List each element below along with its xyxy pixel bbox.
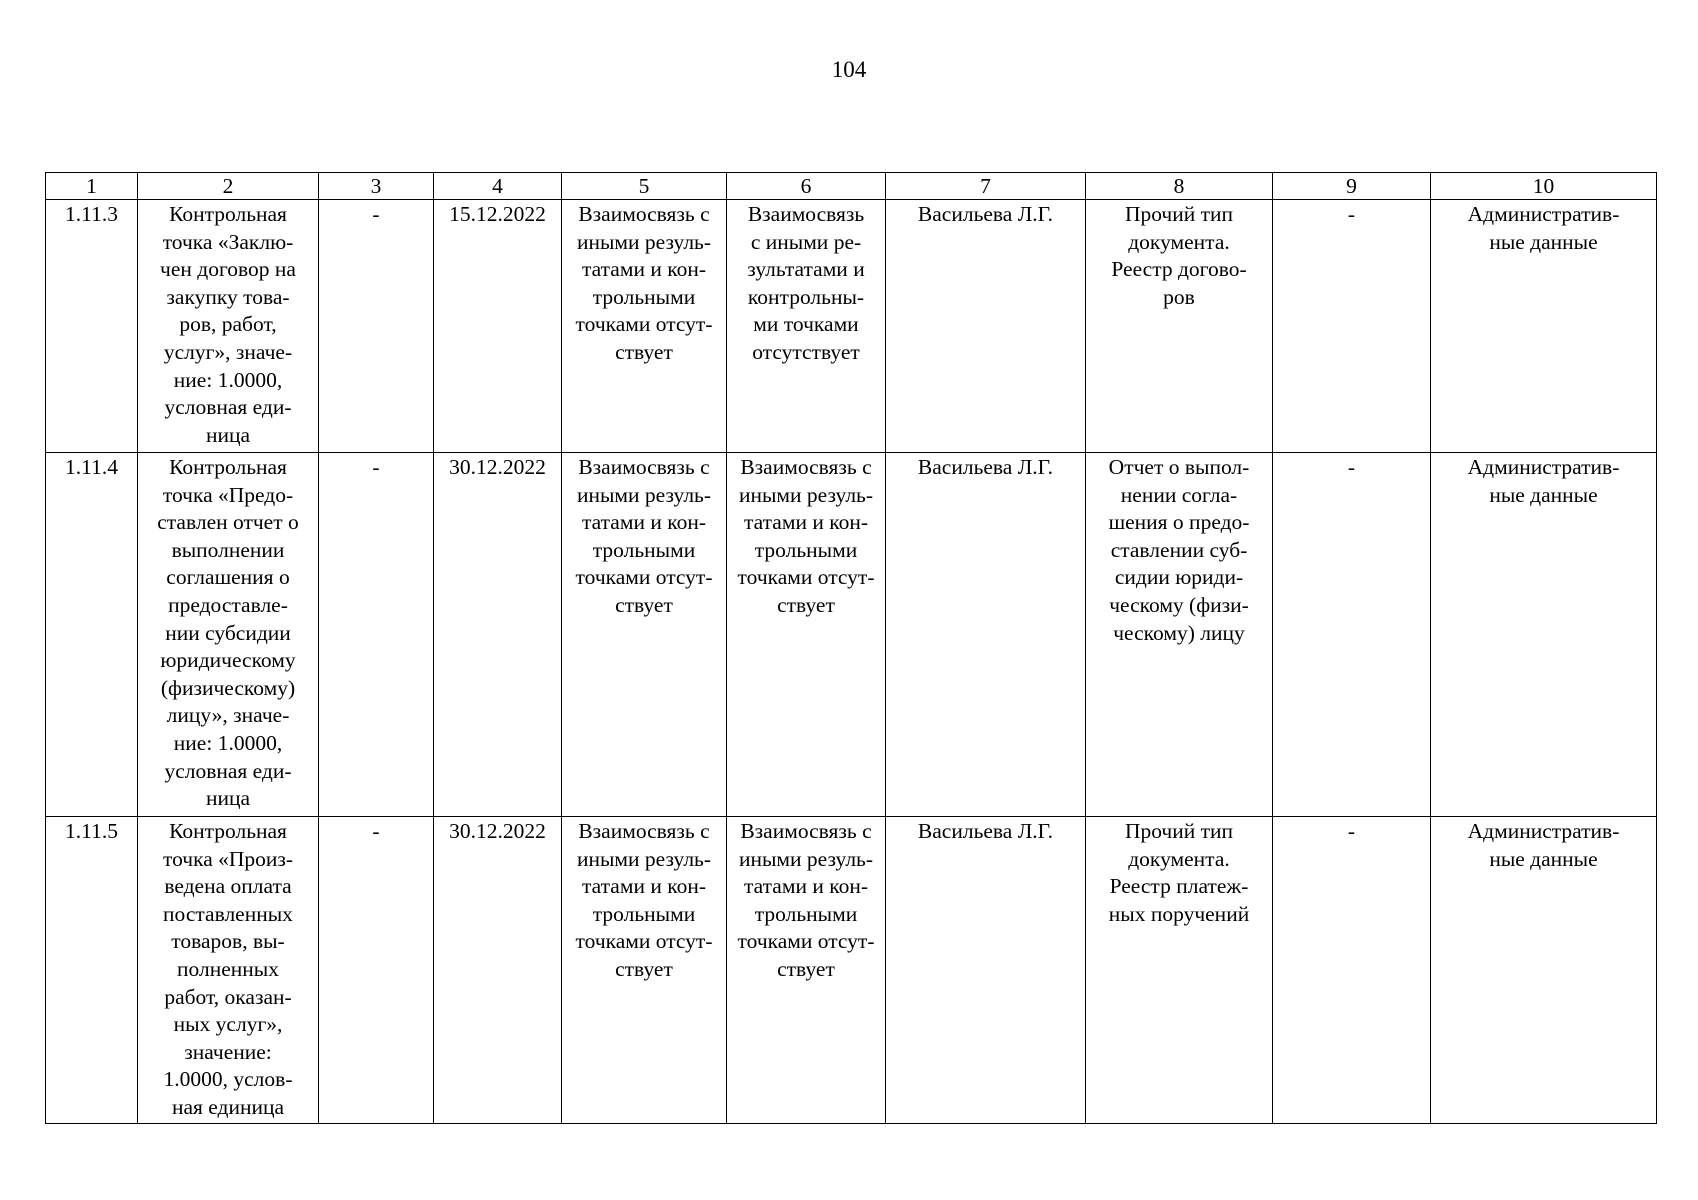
column-header: 10 <box>1431 173 1657 200</box>
row-number-cell: 1.11.5 <box>46 817 138 1124</box>
column-header: 8 <box>1086 173 1273 200</box>
relation-cell: Взаимосвязь с иными ре- зультатами и контрольны- ми точками отсутствует <box>727 200 886 453</box>
column-3-cell: - <box>319 200 434 453</box>
column-header: 9 <box>1273 173 1431 200</box>
date-cell: 30.12.2022 <box>434 817 562 1124</box>
relation-cell: Взаимосвязь с иными резуль- татами и кон- трольными точками отсут- ствует <box>562 817 727 1124</box>
control-point-name-cell: Контрольная точка «Заклю- чен договор на закупку това- ров, работ, услуг», значе- ние: 1.0000, условная еди- ница <box>138 200 319 453</box>
data-source-cell: Административ- ные данные <box>1431 200 1657 453</box>
column-9-cell: - <box>1273 200 1431 453</box>
responsible-cell: Васильева Л.Г. <box>886 200 1086 453</box>
row-number-cell: 1.11.4 <box>46 453 138 817</box>
column-3-cell: - <box>319 817 434 1124</box>
relation-cell: Взаимосвязь с иными резуль- татами и кон- трольными точками отсут- ствует <box>727 453 886 817</box>
data-source-cell: Административ- ные данные <box>1431 453 1657 817</box>
document-type-cell: Отчет о выпол- нении согла- шения о предо- ставлении суб- сидии юриди- ческому (физи- ческому) лицу <box>1086 453 1273 817</box>
column-header: 5 <box>562 173 727 200</box>
column-9-cell: - <box>1273 453 1431 817</box>
page-number: 104 <box>831 57 867 82</box>
document-type-cell: Прочий тип документа. Реестр платеж- ных поручений <box>1086 817 1273 1124</box>
table-row <box>46 200 1657 453</box>
column-header: 2 <box>138 173 319 200</box>
control-point-name-cell: Контрольная точка «Произ- ведена оплата поставленных товаров, вы- полненных работ, оказан- ных услуг», значение: 1.0000, услов- ная единица <box>138 817 319 1124</box>
relation-cell: Взаимосвязь с иными резуль- татами и кон- трольными точками отсут- ствует <box>727 817 886 1124</box>
table-row <box>46 817 1657 1124</box>
table-row <box>46 453 1657 817</box>
column-header: 7 <box>886 173 1086 200</box>
date-cell: 15.12.2022 <box>434 200 562 453</box>
relation-cell: Взаимосвязь с иными резуль- татами и кон- трольными точками отсут- ствует <box>562 453 727 817</box>
control-point-name-cell: Контрольная точка «Предо- ставлен отчет о выполнении соглашения о предоставле- нии субсидии юридическому (физическому) лицу», значе- ние: 1.0000, условная еди- ница <box>138 453 319 817</box>
document-type-cell: Прочий тип документа. Реестр догово- ров <box>1086 200 1273 453</box>
row-number-cell: 1.11.3 <box>46 200 138 453</box>
responsible-cell: Васильева Л.Г. <box>886 453 1086 817</box>
column-header: 3 <box>319 173 434 200</box>
date-cell: 30.12.2022 <box>434 453 562 817</box>
column-header: 4 <box>434 173 562 200</box>
relation-cell: Взаимосвязь с иными резуль- татами и кон- трольными точками отсут- ствует <box>562 200 727 453</box>
data-source-cell: Административ- ные данные <box>1431 817 1657 1124</box>
control-points-table <box>45 172 1657 1124</box>
column-9-cell: - <box>1273 817 1431 1124</box>
column-header: 1 <box>46 173 138 200</box>
column-header: 6 <box>727 173 886 200</box>
responsible-cell: Васильева Л.Г. <box>886 817 1086 1124</box>
column-3-cell: - <box>319 453 434 817</box>
column-number-row <box>46 173 1657 200</box>
